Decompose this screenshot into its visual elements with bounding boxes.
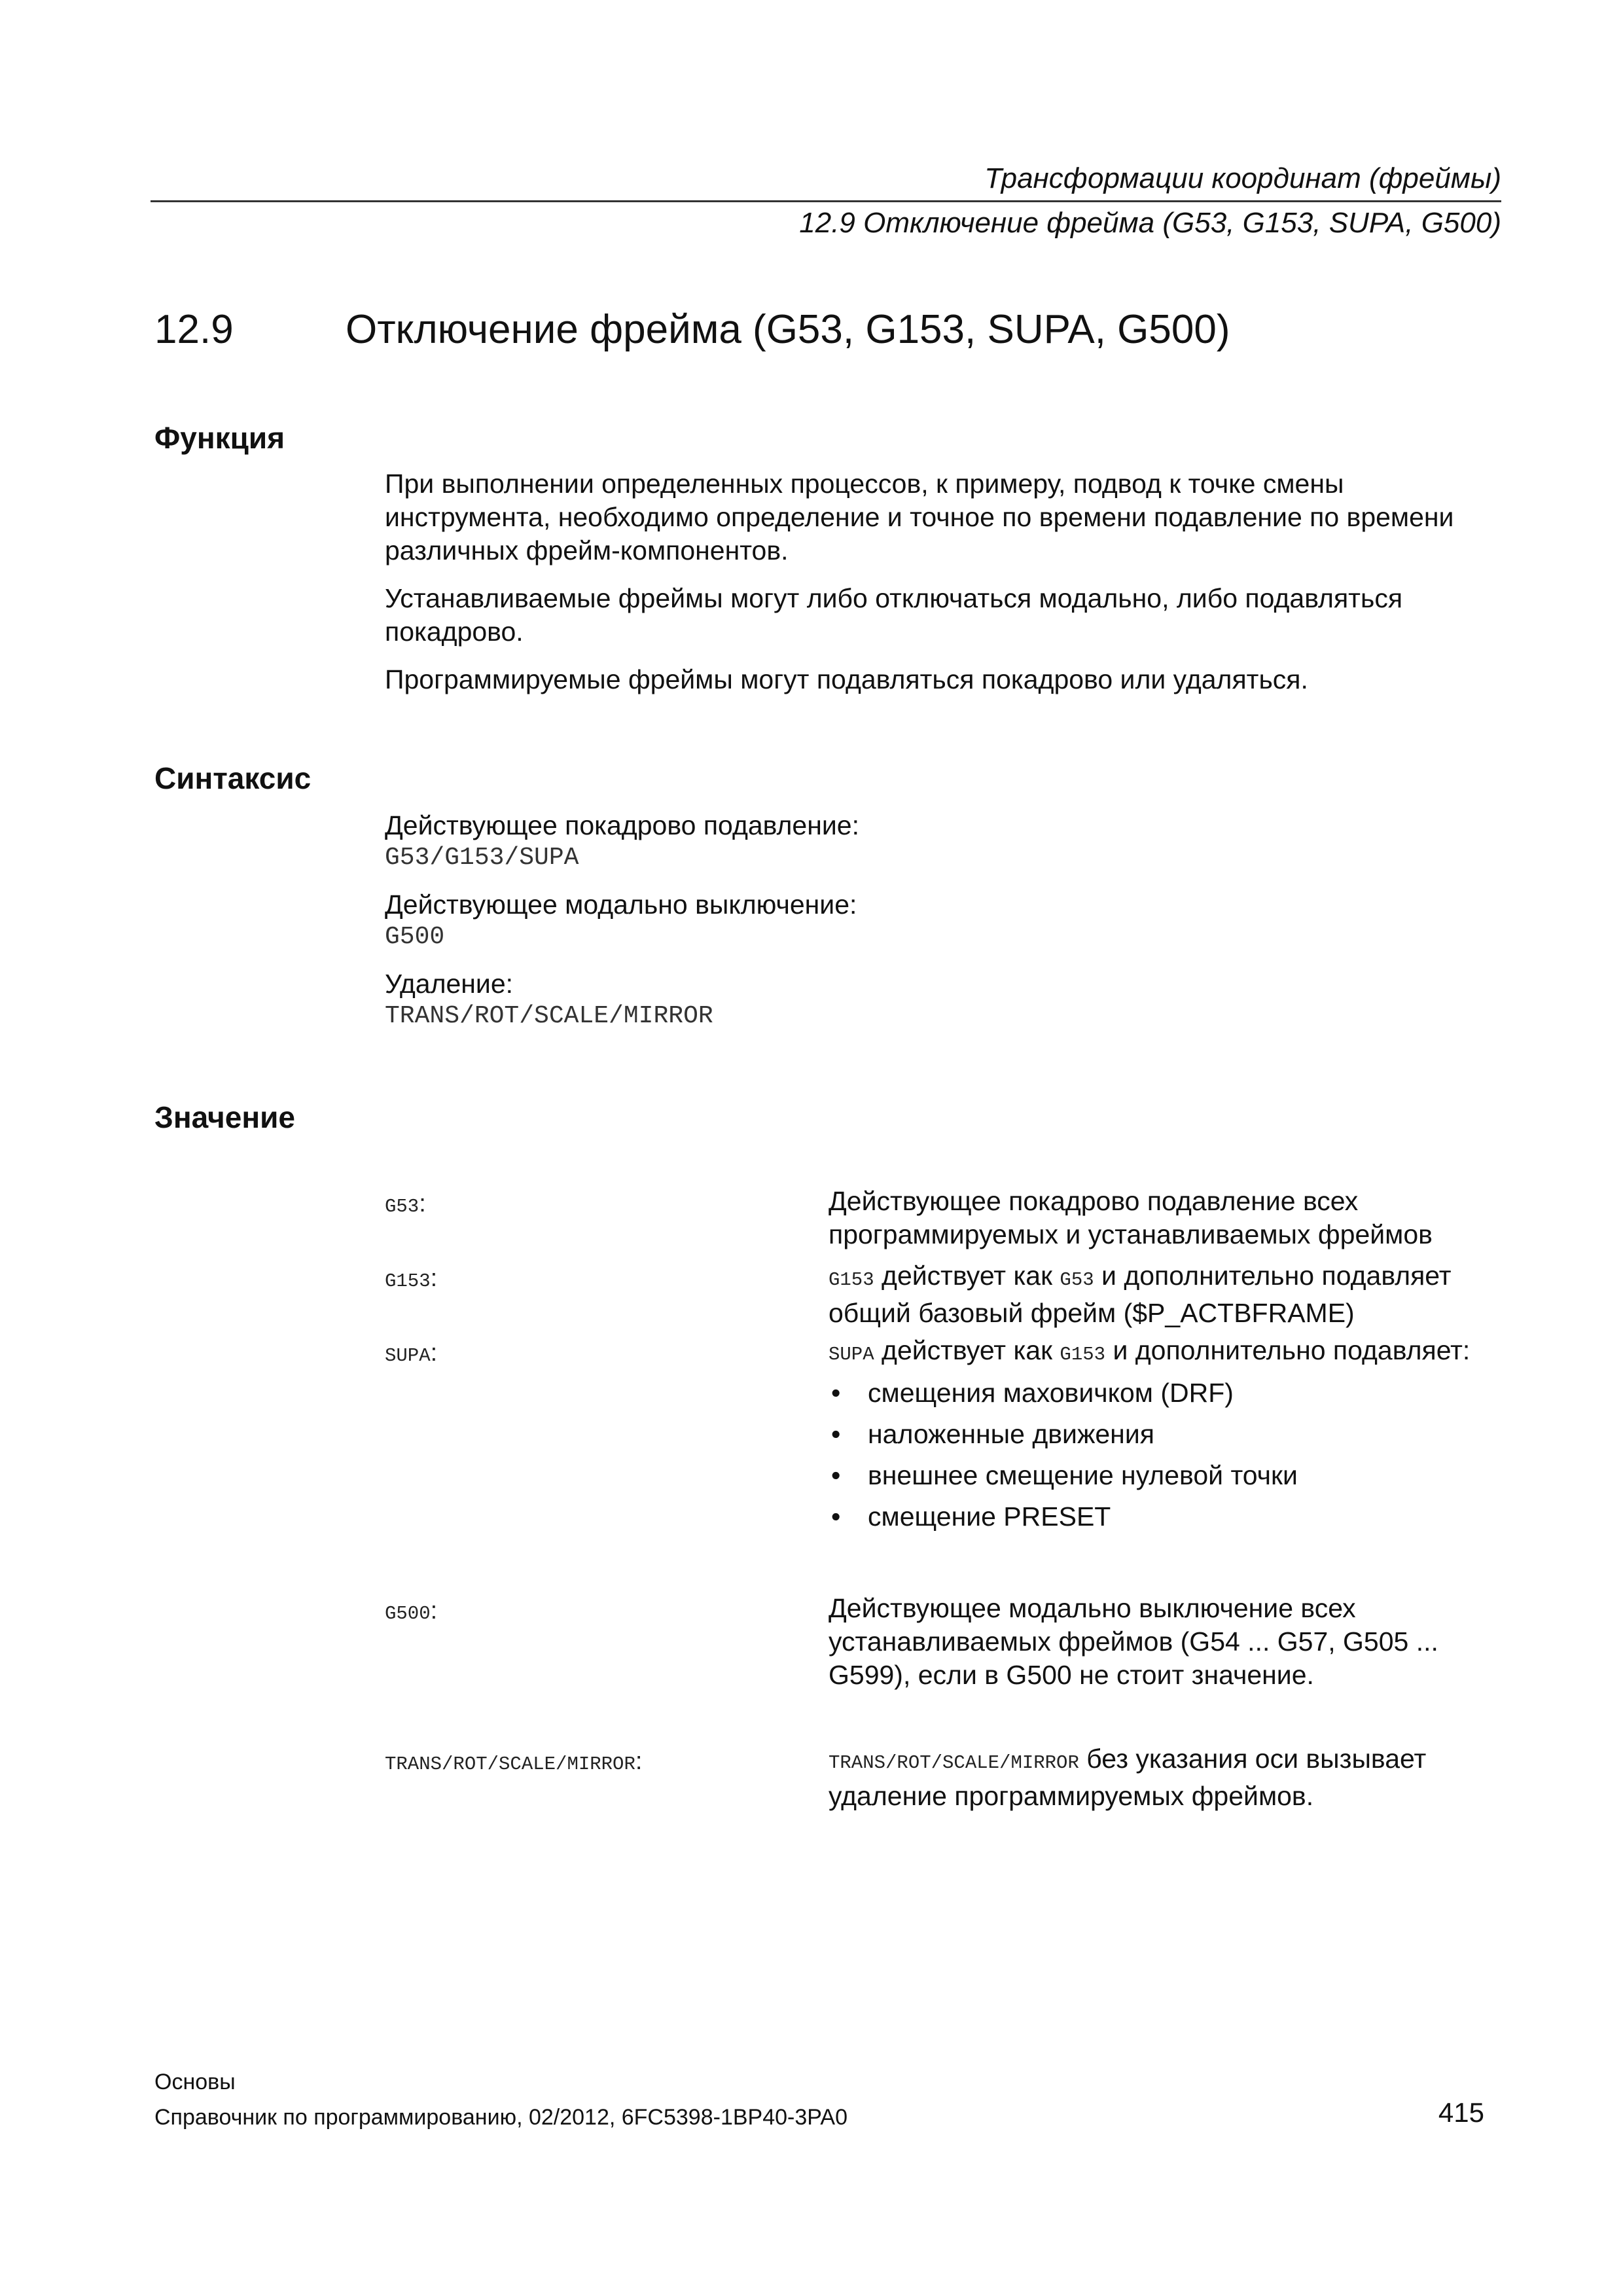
term-code: G500 [385, 1603, 431, 1624]
list-item-text: смещение PRESET [868, 1501, 1111, 1532]
syntax-item [385, 888, 1497, 953]
supa-bullet-list [829, 1376, 1509, 1534]
desc-text: действует как [874, 1261, 1060, 1291]
running-header-section: 12.9 Отключение фрейма (G53, G153, SUPA, G500) [799, 207, 1501, 239]
syntax-code: TRANS/ROT/SCALE/MIRROR [385, 1002, 713, 1030]
bullet-icon: • [831, 1419, 841, 1449]
function-text [385, 467, 1497, 696]
footer-book-title: Основы [154, 2070, 236, 2094]
inline-code: G53 [1060, 1269, 1094, 1291]
inline-code: SUPA [829, 1344, 874, 1365]
syntax-label: Действующее покадрово подавление: [385, 810, 859, 840]
list-item-text: внешнее смещение нулевой точки [868, 1460, 1298, 1490]
term-colon: : [430, 1597, 438, 1624]
term-code: SUPA [385, 1345, 431, 1367]
syntax-label: Удаление: [385, 969, 514, 999]
desc-text: без указания оси вызывает удаление программируемых фреймов. [829, 1744, 1427, 1811]
term-g53 [385, 1190, 426, 1218]
list-item-text: смещения маховичком (DRF) [868, 1378, 1234, 1408]
desc-supa [829, 1334, 1509, 1541]
term-code: G53 [385, 1196, 419, 1217]
term-code: TRANS/ROT/SCALE/MIRROR [385, 1753, 635, 1775]
inline-code: TRANS/ROT/SCALE/MIRROR [829, 1752, 1079, 1774]
term-colon: : [430, 1339, 438, 1367]
list-item [829, 1459, 1509, 1492]
list-item [829, 1500, 1509, 1534]
desc-text: и дополнительно подавляет общий базовый фрейм ($P_ACTBFRAME) [829, 1261, 1452, 1328]
term-code: G153 [385, 1270, 431, 1292]
function-heading: Функция [154, 421, 285, 455]
desc-trans [829, 1742, 1509, 1813]
bullet-icon: • [831, 1378, 841, 1408]
list-item [829, 1376, 1509, 1410]
inline-code: G153 [829, 1269, 874, 1291]
term-supa [385, 1339, 437, 1367]
term-colon: : [430, 1265, 438, 1292]
function-paragraph-2: Устанавливаемые фреймы могут либо отключаться модально, либо подавляться покадрово. [385, 583, 1403, 647]
term-colon: : [635, 1748, 643, 1775]
term-trans [385, 1748, 642, 1776]
list-item-text: наложенные движения [868, 1419, 1154, 1449]
function-paragraph-1: При выполнении определенных процессов, к примеру, подвод к точке смены инструмента, необходимо определение и точное по времени подавление по времени различных фрейм-компонентов. [385, 469, 1454, 565]
list-item [829, 1418, 1509, 1451]
term-colon: : [419, 1190, 426, 1217]
desc-g153 [829, 1259, 1509, 1330]
desc-text: действует как [874, 1335, 1060, 1365]
term-g500 [385, 1597, 437, 1625]
syntax-item [385, 809, 1497, 874]
term-g153 [385, 1265, 437, 1293]
syntax-block [385, 809, 1497, 1032]
section-title: Отключение фрейма (G53, G153, SUPA, G500) [346, 307, 1230, 352]
running-header-chapter: Трансформации координат (фреймы) [984, 162, 1501, 194]
syntax-label: Действующее модально выключение: [385, 889, 857, 920]
syntax-item [385, 967, 1497, 1032]
footer-document-info: Справочник по программированию, 02/2012, 6FC5398-1BP40-3PA0 [154, 2105, 847, 2130]
bullet-icon: • [831, 1501, 841, 1532]
syntax-code: G53/G153/SUPA [385, 844, 579, 872]
desc-g53: Действующее покадрово подавление всех программируемых и устанавливаемых фреймов [829, 1186, 1433, 1249]
section-number: 12.9 [154, 307, 234, 352]
page-number: 415 [1438, 2097, 1484, 2128]
bullet-icon: • [831, 1460, 841, 1490]
desc-text: и дополнительно подавляет: [1105, 1335, 1471, 1365]
meaning-heading: Значение [154, 1100, 295, 1134]
syntax-code: G500 [385, 923, 445, 951]
function-paragraph-3: Программируемые фреймы могут подавляться покадрово или удаляться. [385, 664, 1308, 694]
desc-g500: Действующее модально выключение всех устанавливаемых фреймов (G54 ... G57, G505 ... G599), если в G500 не стоит значение. [829, 1593, 1438, 1690]
supa-intro [829, 1334, 1509, 1371]
header-divider [151, 200, 1501, 202]
inline-code: G153 [1060, 1344, 1106, 1365]
syntax-heading: Синтаксис [154, 761, 312, 795]
